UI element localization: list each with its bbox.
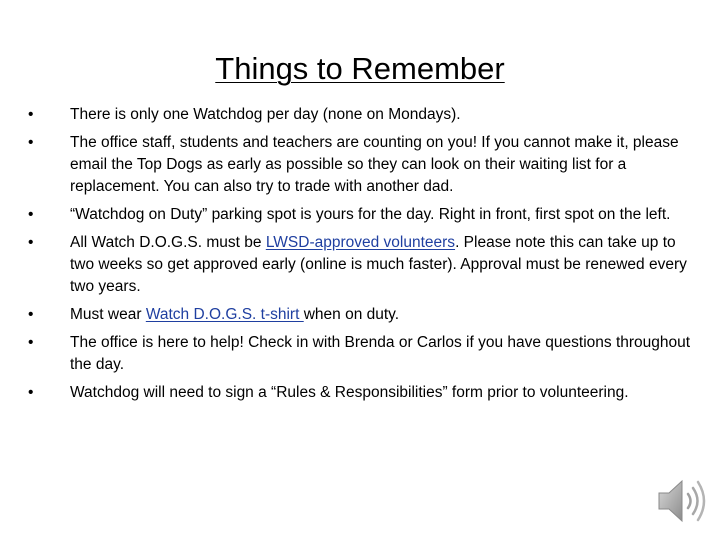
bullet-glyph: • bbox=[28, 306, 34, 323]
lwsd-approved-volunteers-link[interactable]: LWSD-approved volunteers bbox=[265, 234, 456, 251]
bullet-glyph: • bbox=[28, 134, 34, 151]
bullet-text: Watchdog will need to sign a “Rules & Responsibilities” form prior to volunteering. bbox=[70, 384, 629, 401]
bullet-item-one-watchdog bbox=[28, 104, 698, 126]
bullet-text bbox=[70, 304, 698, 326]
bullet-text: There is only one Watchdog per day (none on Mondays). bbox=[70, 106, 461, 123]
bullet-item-lwsd-approval bbox=[28, 232, 698, 298]
watch-dogs-tshirt-link[interactable]: Watch D.O.G.S. t-shirt bbox=[145, 306, 304, 323]
bullet-text: “Watchdog on Duty” parking spot is yours for the day. Right in front, first spot on the left. bbox=[70, 206, 671, 223]
slide-title bbox=[0, 48, 720, 90]
bullet-text: The office staff, students and teachers are counting on you! If you cannot make it, please email the Top Dogs as early as possible so they can look on their waiting list for a replacement. You can also try to trade with another dad. bbox=[70, 134, 679, 195]
bullet-text-after-link: . Please note this can take up to two weeks so get approved early (online is much faster). Approval must be renewed every two years. bbox=[70, 234, 687, 295]
bullet-glyph: • bbox=[28, 234, 34, 251]
bullet-text: The office is here to help! Check in with Brenda or Carlos if you have questions throughout the day. bbox=[70, 334, 691, 373]
bullet-item-tshirt bbox=[28, 304, 698, 326]
bullet-text bbox=[70, 232, 698, 298]
bullet-item-office-help bbox=[28, 332, 698, 376]
bullet-text-before-link: Must wear bbox=[70, 306, 146, 323]
slide-title-text: Things to Remember bbox=[215, 51, 505, 86]
bullet-glyph: • bbox=[28, 106, 34, 123]
speaker-icon[interactable] bbox=[655, 476, 710, 526]
bullet-glyph: • bbox=[28, 334, 34, 351]
bullet-text-before-link: All Watch D.O.G.S. must be bbox=[70, 234, 266, 251]
bullet-item-rules-form bbox=[28, 382, 698, 404]
bullet-text-after-link: when on duty. bbox=[303, 306, 400, 323]
bullet-item-parking-spot bbox=[28, 204, 698, 226]
bullet-glyph: • bbox=[28, 206, 34, 223]
bullet-item-counting-on-you bbox=[28, 132, 698, 198]
bullet-glyph: • bbox=[28, 384, 34, 401]
bullet-list bbox=[28, 104, 698, 410]
